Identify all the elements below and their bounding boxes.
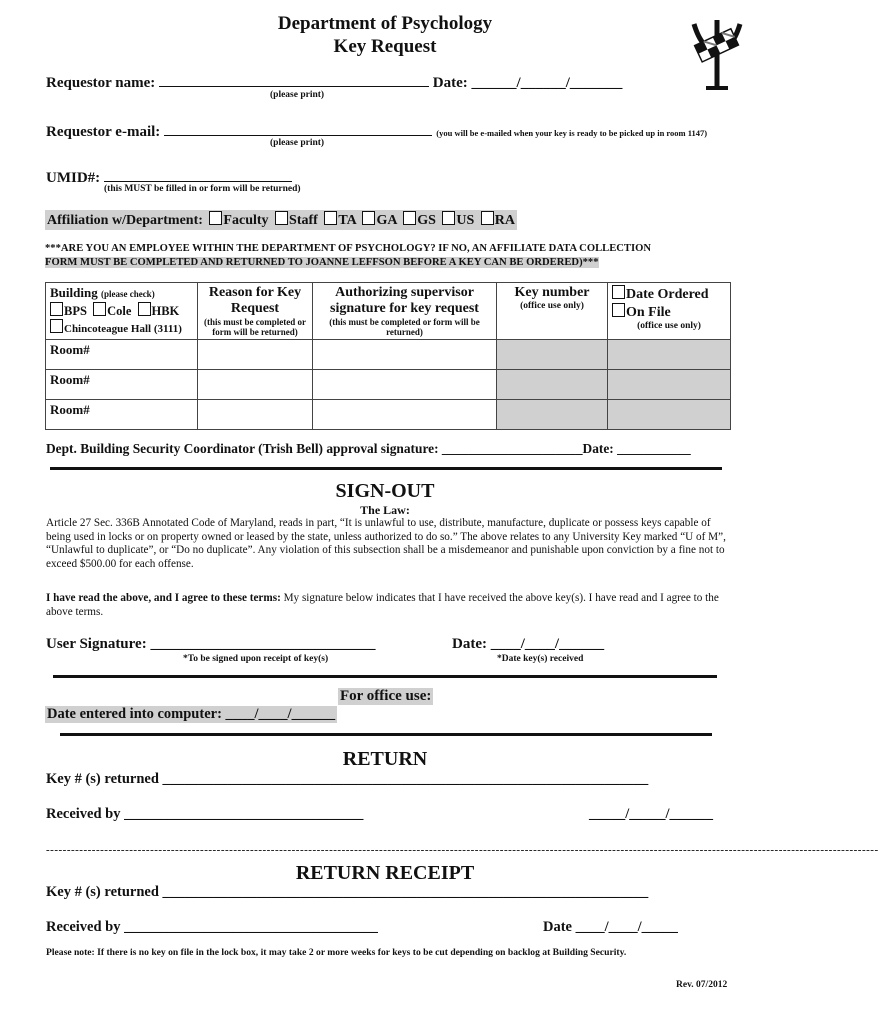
agreement-bold: I have read the above, and I agree to these terms: (46, 592, 281, 604)
cut-line: -------------------------------------------------------------------------------------------------------------------------------------------------------------------------------------------------------- (46, 844, 879, 856)
building-bps: BPS (64, 304, 87, 318)
return-received-date[interactable]: _____/_____/______ (589, 806, 714, 822)
building-hbk: HBK (151, 304, 180, 318)
reason-note: (this must be completed or form will be returned) (204, 317, 306, 337)
reason-header-cell (198, 283, 313, 340)
signout-date-row (452, 636, 604, 653)
requestor-email-row (46, 121, 707, 141)
building-header-cell (46, 283, 198, 340)
room-cell[interactable] (46, 340, 198, 370)
reason-title: Reason for Key Request (208, 285, 302, 316)
revision-label: Rev. 07/2012 (676, 980, 728, 990)
on-file-title: On File (626, 305, 671, 320)
receipt-keys-returned[interactable]: Key # (s) returned ___________________________________________________________________ (46, 884, 649, 900)
table-row (46, 400, 731, 430)
table-header-row (46, 283, 731, 340)
option-ra: RA (494, 213, 516, 228)
return-received-by[interactable]: Received by _________________________________ (46, 806, 364, 822)
checkbox-us[interactable] (442, 211, 455, 225)
requestor-name-field[interactable] (159, 72, 429, 87)
employee-notice-line2: FORM MUST BE COMPLETED AND RETURNED TO JOANNE LEFFSON BEFORE A KEY CAN BE ORDERED)*** (45, 257, 599, 268)
table-row (46, 340, 731, 370)
return-keys-returned[interactable]: Key # (s) returned ___________________________________________________________________ (46, 771, 649, 787)
room-label: Room# (50, 372, 90, 387)
building-note: (please check) (100, 289, 155, 299)
checkbox-bps[interactable] (50, 302, 63, 316)
date-ordered-title: Date Ordered (626, 287, 709, 302)
employee-notice (45, 242, 651, 270)
supervisor-title: Authorizing supervisor signature for key request (330, 285, 479, 316)
building-label: Building (50, 285, 98, 300)
key-request-table (45, 282, 731, 430)
building-chincoteague: Chincoteague Hall (3111) (64, 323, 182, 335)
office-use-title: For office use: (340, 688, 432, 704)
receipt-received-by[interactable]: Received by ___________________________________ (46, 919, 378, 935)
affiliation-row (45, 210, 517, 230)
checkbox-cole[interactable] (93, 302, 106, 316)
lockbox-note: Please note: If there is no key on file in the lock box, it may take 2 or more weeks for keys to be cut depending on backlog at Building Security. (46, 947, 627, 958)
umid-field[interactable] (104, 167, 292, 182)
receipt-date[interactable]: Date ____/____/_____ (543, 919, 678, 935)
user-signature-field[interactable]: ______________________________ (150, 636, 376, 652)
requestor-name-row (46, 72, 622, 92)
agreement-text (46, 592, 726, 619)
supervisor-cell[interactable] (313, 340, 497, 370)
umid-label: UMID#: (46, 170, 101, 186)
agreement-body: My signature below indicates that I have received the above key(s). I have read and I agree to the above terms. (46, 592, 719, 618)
form-title (0, 12, 770, 58)
reason-cell[interactable] (198, 340, 313, 370)
date-label: Date: (432, 75, 468, 91)
keynum-note: (office use only) (520, 301, 584, 311)
checkbox-ra[interactable] (481, 211, 494, 225)
option-faculty: Faculty (223, 213, 269, 228)
option-staff: Staff (289, 213, 318, 228)
supervisor-header-cell (313, 283, 497, 340)
reason-cell[interactable] (198, 400, 313, 430)
date-ordered-cell (608, 400, 731, 430)
signout-date-field[interactable]: ____/____/______ (490, 636, 605, 652)
checkbox-ta[interactable] (324, 211, 337, 225)
option-ta: TA (338, 213, 356, 228)
psychology-logo-icon (686, 14, 748, 90)
keynum-cell (497, 400, 608, 430)
title-key-request: Key Request (333, 36, 437, 57)
keynum-cell (497, 370, 608, 400)
return-receipt-title: RETURN RECEIPT (295, 862, 475, 884)
name-print-note: (please print) (270, 90, 325, 100)
room-label: Room# (50, 402, 90, 417)
signout-date-label: Date: (452, 636, 487, 652)
keynum-title: Key number (514, 285, 590, 300)
building-cole: Cole (107, 304, 132, 318)
return-title: RETURN (342, 748, 428, 770)
date-entered-computer[interactable]: Date entered into computer: ____/____/______ (47, 706, 336, 722)
checkbox-date-ordered[interactable] (612, 285, 625, 299)
date-ordered-header-cell (608, 283, 731, 340)
checkbox-ga[interactable] (362, 211, 375, 225)
room-cell[interactable] (46, 370, 198, 400)
affiliation-label: Affiliation w/Department: (47, 213, 203, 228)
law-text: Article 27 Sec. 336B Annotated Code of Maryland, reads in part, “It is unlawful to use, distribute, manufacture, duplicate or possess keys capable of being used in locks or on property owned or leased by the state, unless authorized to do so.” The above relates to any University Key marked “U of M”, “Unlawful to duplicate”, or “Do no duplicate”. Any violation of this subsection shall be a misdemeanor and punishable upon conviction by a fine not to exceed $500.00 for each offense. (46, 517, 726, 570)
requestor-name-label: Requestor name: (46, 75, 156, 91)
employee-notice-line1: ***ARE YOU AN EMPLOYEE WITHIN THE DEPARTMENT OF PSYCHOLOGY? IF NO, AN AFFILIATE DATA COLLECTION (45, 243, 651, 254)
supervisor-cell[interactable] (313, 370, 497, 400)
requestor-email-label: Requestor e-mail: (46, 124, 161, 140)
checkbox-on-file[interactable] (612, 303, 625, 317)
option-ga: GA (376, 213, 397, 228)
signout-title: SIGN-OUT (335, 480, 435, 502)
option-us: US (456, 213, 475, 228)
email-print-note: (please print) (270, 138, 325, 148)
keynum-cell (497, 340, 608, 370)
supervisor-cell[interactable] (313, 400, 497, 430)
user-signature-row (46, 636, 375, 653)
umid-note: (this MUST be filled in or form will be returned) (104, 184, 301, 194)
security-approval-line[interactable]: Dept. Building Security Coordinator (Trish Bell) approval signature: _____________________Date: ___________ (46, 441, 691, 456)
room-cell[interactable] (46, 400, 198, 430)
divider-rule (60, 733, 712, 736)
checkbox-gs[interactable] (403, 211, 416, 225)
checkbox-faculty[interactable] (209, 211, 222, 225)
room-label: Room# (50, 342, 90, 357)
table-row (46, 370, 731, 400)
divider-rule (50, 467, 722, 470)
email-note: (you will be e-mailed when your key is ready to be picked up in room 1147) (436, 128, 708, 138)
date-received-note: *Date key(s) received (497, 654, 584, 664)
date-ordered-cell (608, 340, 731, 370)
date-field[interactable]: ______/______/_______ (471, 75, 623, 91)
reason-cell[interactable] (198, 370, 313, 400)
date-ordered-note: (office use only) (637, 321, 701, 331)
date-ordered-cell (608, 370, 731, 400)
law-heading: The Law: (360, 503, 410, 517)
signature-note: *To be signed upon receipt of key(s) (183, 654, 329, 664)
supervisor-note: (this must be completed or form will be returned) (329, 317, 480, 337)
checkbox-staff[interactable] (275, 211, 288, 225)
divider-rule (53, 675, 717, 678)
requestor-email-field[interactable] (164, 121, 432, 136)
title-department: Department of Psychology (277, 13, 493, 34)
keynum-header-cell (497, 283, 608, 340)
checkbox-chincoteague[interactable] (50, 319, 63, 333)
option-gs: GS (417, 213, 436, 228)
user-signature-label: User Signature: (46, 636, 147, 652)
checkbox-hbk[interactable] (138, 302, 151, 316)
